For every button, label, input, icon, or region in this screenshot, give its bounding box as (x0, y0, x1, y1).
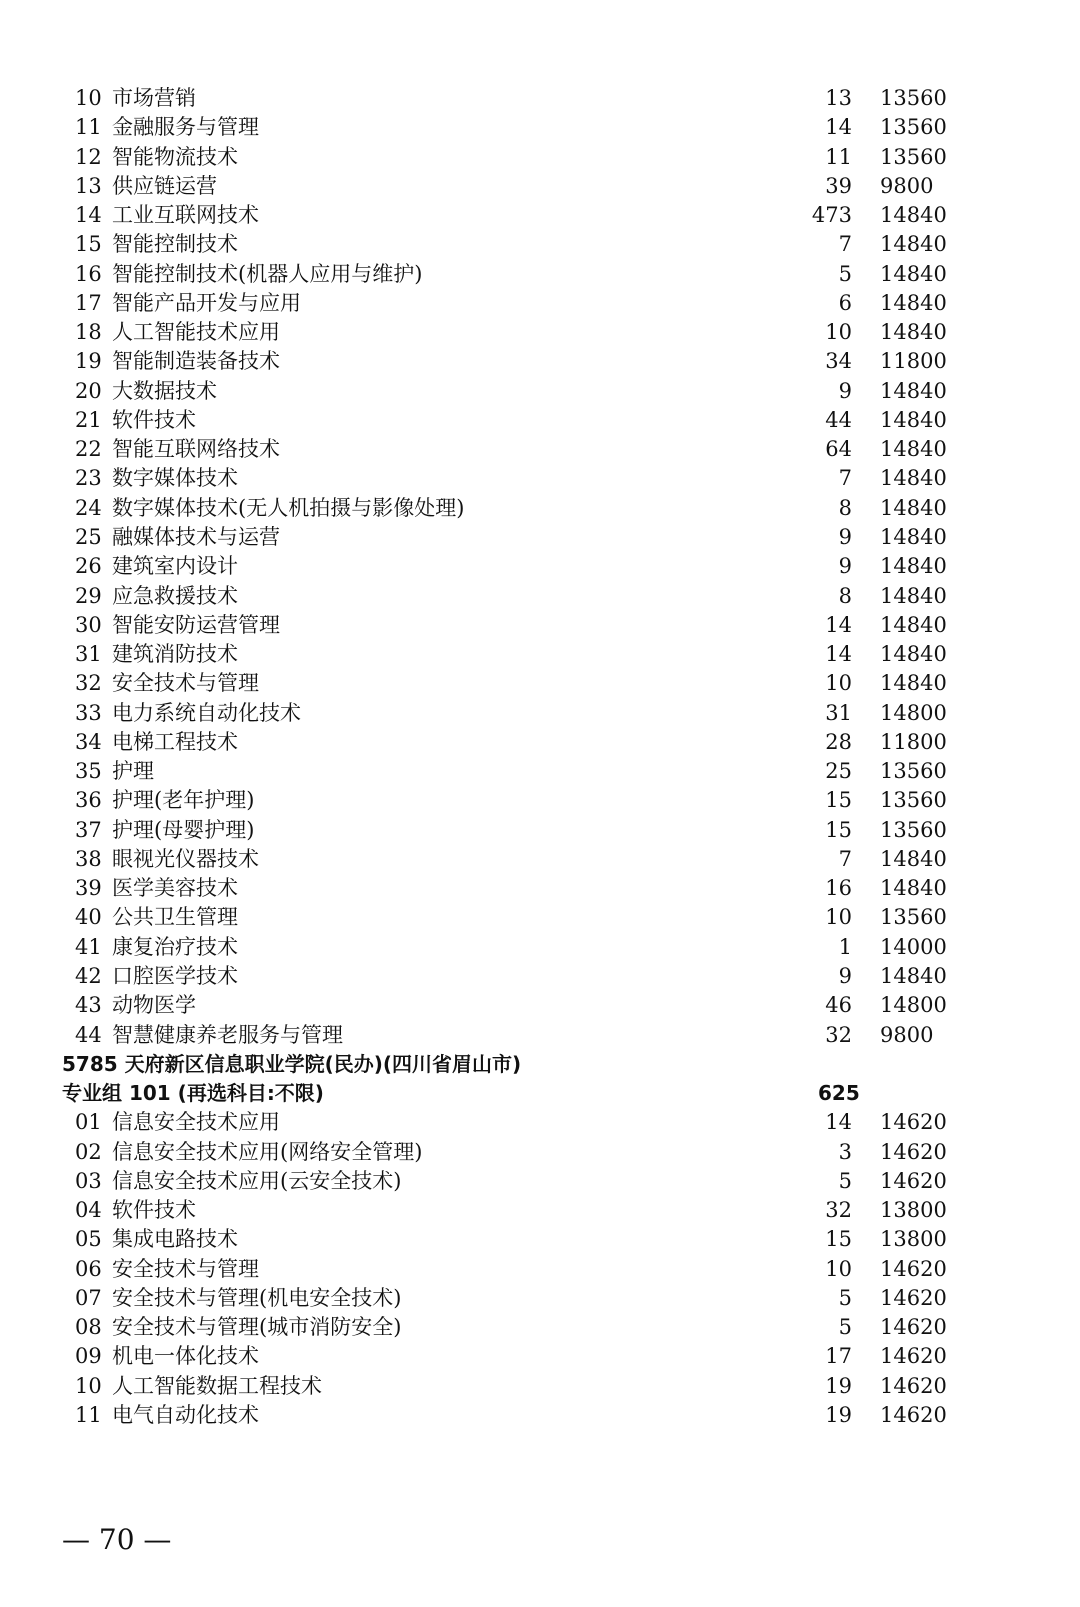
program-code: 44 (75, 1022, 102, 1047)
program-code: 41 (75, 934, 102, 959)
section-previous-programs (0, 84, 1080, 1050)
program-code: 34 (75, 729, 102, 754)
program-name: 市场营销 (112, 86, 196, 110)
tuition-fee: 14000 (880, 934, 947, 959)
program-code: 25 (75, 524, 102, 549)
program-code: 36 (75, 788, 102, 813)
program-code: 11 (75, 1402, 102, 1427)
major-group-label: 专业组 101 (再选科目:不限) (62, 1081, 324, 1106)
enrollment-count: 10 (825, 1256, 852, 1281)
enrollment-count: 16 (825, 876, 852, 901)
section-institution-programs (0, 1108, 1080, 1430)
program-name: 智慧健康养老服务与管理 (112, 1022, 343, 1047)
tuition-fee: 14840 (880, 437, 947, 462)
institution-header (0, 1050, 1080, 1079)
major-group-header (0, 1079, 1080, 1108)
program-row (0, 318, 1080, 347)
enrollment-count: 7 (838, 232, 852, 257)
tuition-fee: 14840 (880, 261, 947, 286)
program-code: 11 (75, 115, 102, 140)
tuition-fee: 14840 (880, 320, 947, 345)
program-name: 动物医学 (112, 993, 196, 1018)
program-row (0, 406, 1080, 435)
program-name: 大数据技术 (112, 378, 217, 403)
enrollment-count: 10 (825, 905, 852, 930)
program-row (0, 494, 1080, 523)
enrollment-count: 1 (838, 934, 852, 959)
enrollment-count: 7 (838, 466, 852, 491)
program-code: 15 (75, 232, 102, 257)
enrollment-count: 14 (825, 115, 852, 140)
program-name: 数字媒体技术 (112, 466, 238, 491)
program-name: 智能控制技术 (112, 232, 238, 257)
enrollment-count: 6 (838, 290, 852, 315)
program-row (0, 1167, 1080, 1196)
program-row (0, 699, 1080, 728)
program-code: 09 (75, 1344, 102, 1369)
enrollment-count: 9 (838, 963, 852, 988)
enrollment-count: 32 (825, 1198, 852, 1223)
tuition-fee: 14840 (880, 642, 947, 667)
tuition-fee: 14840 (880, 290, 947, 315)
program-row (0, 757, 1080, 786)
program-name: 信息安全技术应用(云安全技术) (112, 1168, 402, 1193)
program-name: 信息安全技术应用(网络安全管理) (112, 1139, 423, 1164)
program-code: 19 (75, 349, 102, 374)
enrollment-count: 19 (825, 1373, 852, 1398)
tuition-fee: 14620 (880, 1110, 947, 1135)
program-code: 43 (75, 993, 102, 1018)
page-number: — 70 — (62, 1523, 172, 1556)
program-code: 12 (75, 144, 102, 169)
program-code: 26 (75, 554, 102, 579)
tuition-fee: 14800 (880, 700, 947, 725)
program-code: 14 (75, 203, 102, 228)
program-row (0, 874, 1080, 903)
enrollment-count: 39 (825, 173, 852, 198)
enrollment-count: 10 (825, 320, 852, 345)
tuition-fee: 13560 (880, 759, 947, 784)
program-row (0, 991, 1080, 1020)
program-name: 安全技术与管理(城市消防安全) (112, 1315, 402, 1340)
enrollment-count: 25 (825, 759, 852, 784)
program-name: 建筑消防技术 (112, 642, 238, 667)
enrollment-count: 15 (825, 788, 852, 813)
program-row (0, 1021, 1080, 1050)
tuition-fee: 14840 (880, 232, 947, 257)
program-row (0, 903, 1080, 932)
enrollment-count: 46 (825, 993, 852, 1018)
program-code: 10 (75, 1373, 102, 1398)
enrollment-count: 3 (838, 1139, 852, 1164)
program-row (0, 933, 1080, 962)
program-code: 23 (75, 466, 102, 491)
program-code: 03 (75, 1168, 102, 1193)
tuition-fee: 11800 (880, 729, 947, 754)
enrollment-count: 5 (838, 1315, 852, 1340)
enrollment-count: 13 (825, 86, 852, 110)
program-code: 29 (75, 583, 102, 608)
enrollment-count: 34 (825, 349, 852, 374)
program-code: 42 (75, 963, 102, 988)
program-name: 智能物流技术 (112, 144, 238, 169)
enrollment-count: 14 (825, 612, 852, 637)
program-row (0, 172, 1080, 201)
program-name: 安全技术与管理(机电安全技术) (112, 1285, 402, 1310)
program-row (0, 84, 1080, 113)
enrollment-count: 7 (838, 846, 852, 871)
program-row (0, 435, 1080, 464)
tuition-fee: 9800 (880, 173, 934, 198)
enrollment-count: 11 (825, 144, 852, 169)
enrollment-count: 9 (838, 524, 852, 549)
tuition-fee: 13560 (880, 115, 947, 140)
tuition-fee: 14620 (880, 1285, 947, 1310)
program-code: 32 (75, 671, 102, 696)
program-code: 13 (75, 173, 102, 198)
program-row (0, 347, 1080, 376)
program-name: 集成电路技术 (112, 1227, 238, 1252)
enrollment-count: 8 (838, 495, 852, 520)
program-name: 智能产品开发与应用 (112, 290, 301, 315)
program-code: 30 (75, 612, 102, 637)
program-row (0, 289, 1080, 318)
program-row (0, 230, 1080, 259)
program-code: 21 (75, 407, 102, 432)
program-name: 融媒体技术与运营 (112, 524, 280, 549)
enrollment-count: 19 (825, 1402, 852, 1427)
tuition-fee: 14840 (880, 846, 947, 871)
tuition-fee: 14840 (880, 203, 947, 228)
program-row (0, 845, 1080, 874)
program-name: 康复治疗技术 (112, 934, 238, 959)
program-code: 39 (75, 876, 102, 901)
tuition-fee: 14840 (880, 583, 947, 608)
program-row (0, 1138, 1080, 1167)
program-name: 眼视光仪器技术 (112, 846, 259, 871)
program-code: 02 (75, 1139, 102, 1164)
program-row (0, 260, 1080, 289)
tuition-fee: 14840 (880, 612, 947, 637)
program-row (0, 1342, 1080, 1371)
program-row (0, 113, 1080, 142)
program-name: 软件技术 (112, 407, 196, 432)
program-code: 04 (75, 1198, 102, 1223)
program-name: 安全技术与管理 (112, 1256, 259, 1281)
program-name: 供应链运营 (112, 173, 217, 198)
tuition-fee: 14800 (880, 993, 947, 1018)
tuition-fee: 13800 (880, 1198, 947, 1223)
program-code: 05 (75, 1227, 102, 1252)
program-name: 数字媒体技术(无人机拍摄与影像处理) (112, 495, 465, 520)
program-name: 信息安全技术应用 (112, 1110, 280, 1135)
program-name: 智能控制技术(机器人应用与维护) (112, 261, 423, 286)
enrollment-count: 32 (825, 1022, 852, 1047)
tuition-fee: 14620 (880, 1344, 947, 1369)
program-row (0, 1372, 1080, 1401)
tuition-fee: 13560 (880, 86, 947, 110)
enrollment-count: 15 (825, 1227, 852, 1252)
program-name: 建筑室内设计 (112, 554, 238, 579)
enrollment-count: 14 (825, 642, 852, 667)
tuition-fee: 14840 (880, 876, 947, 901)
enrollment-count: 14 (825, 1110, 852, 1135)
tuition-fee: 14840 (880, 378, 947, 403)
tuition-fee: 14620 (880, 1402, 947, 1427)
program-row (0, 962, 1080, 991)
tuition-fee: 13560 (880, 905, 947, 930)
enrollment-count: 5 (838, 1168, 852, 1193)
program-name: 电力系统自动化技术 (112, 700, 301, 725)
tuition-fee: 14620 (880, 1168, 947, 1193)
program-row (0, 1401, 1080, 1430)
tuition-fee: 14620 (880, 1373, 947, 1398)
major-group-count: 625 (818, 1081, 860, 1106)
enrollment-count: 28 (825, 729, 852, 754)
program-name: 机电一体化技术 (112, 1344, 259, 1369)
program-row (0, 523, 1080, 552)
tuition-fee: 14840 (880, 524, 947, 549)
tuition-fee: 14840 (880, 963, 947, 988)
program-name: 电梯工程技术 (112, 729, 238, 754)
program-name: 人工智能技术应用 (112, 320, 280, 345)
program-code: 40 (75, 905, 102, 930)
program-row (0, 1108, 1080, 1137)
enrollment-count: 15 (825, 817, 852, 842)
enrollment-count: 5 (838, 1285, 852, 1310)
tuition-fee: 13560 (880, 144, 947, 169)
program-row (0, 201, 1080, 230)
program-code: 18 (75, 320, 102, 345)
program-row (0, 1225, 1080, 1254)
program-row (0, 464, 1080, 493)
program-row (0, 552, 1080, 581)
program-name: 护理 (112, 759, 154, 784)
program-row (0, 582, 1080, 611)
tuition-fee: 14840 (880, 466, 947, 491)
tuition-fee: 14620 (880, 1139, 947, 1164)
program-row (0, 143, 1080, 172)
program-row (0, 377, 1080, 406)
program-row (0, 786, 1080, 815)
program-name: 人工智能数据工程技术 (112, 1373, 322, 1398)
program-code: 17 (75, 290, 102, 315)
enrollment-count: 5 (838, 261, 852, 286)
program-row (0, 669, 1080, 698)
program-name: 智能互联网络技术 (112, 437, 280, 462)
program-row (0, 1255, 1080, 1284)
tuition-fee: 13560 (880, 788, 947, 813)
program-row (0, 728, 1080, 757)
program-code: 22 (75, 437, 102, 462)
institution-title: 5785 天府新区信息职业学院(民办)(四川省眉山市) (62, 1051, 522, 1076)
program-name: 医学美容技术 (112, 876, 238, 901)
program-name: 金融服务与管理 (112, 115, 259, 140)
program-row (0, 1196, 1080, 1225)
enrollment-count: 31 (825, 700, 852, 725)
program-code: 07 (75, 1285, 102, 1310)
program-code: 31 (75, 642, 102, 667)
program-row (0, 611, 1080, 640)
program-row (0, 816, 1080, 845)
program-name: 护理(母婴护理) (112, 817, 255, 842)
program-code: 16 (75, 261, 102, 286)
enrollment-count: 9 (838, 554, 852, 579)
enrollment-count: 64 (825, 437, 852, 462)
program-name: 安全技术与管理 (112, 671, 259, 696)
program-name: 应急救援技术 (112, 583, 238, 608)
program-name: 智能安防运营管理 (112, 612, 280, 637)
program-list (0, 84, 1080, 1430)
program-code: 33 (75, 700, 102, 725)
program-code: 35 (75, 759, 102, 784)
tuition-fee: 14620 (880, 1256, 947, 1281)
program-code: 06 (75, 1256, 102, 1281)
program-row (0, 640, 1080, 669)
tuition-fee: 13560 (880, 817, 947, 842)
program-code: 08 (75, 1315, 102, 1340)
tuition-fee: 9800 (880, 1022, 934, 1047)
program-code: 37 (75, 817, 102, 842)
tuition-fee: 14840 (880, 495, 947, 520)
tuition-fee: 14840 (880, 671, 947, 696)
tuition-fee: 13800 (880, 1227, 947, 1252)
enrollment-count: 44 (825, 407, 852, 432)
program-name: 软件技术 (112, 1198, 196, 1223)
enrollment-count: 9 (838, 378, 852, 403)
enrollment-count: 10 (825, 671, 852, 696)
enrollment-count: 473 (811, 203, 852, 228)
program-row (0, 1313, 1080, 1342)
tuition-fee: 14620 (880, 1315, 947, 1340)
enrollment-count: 17 (825, 1344, 852, 1369)
program-row (0, 1284, 1080, 1313)
program-name: 工业互联网技术 (112, 203, 259, 228)
program-code: 10 (75, 86, 102, 110)
enrollment-count: 8 (838, 583, 852, 608)
program-code: 01 (75, 1110, 102, 1135)
program-name: 公共卫生管理 (112, 905, 238, 930)
program-code: 20 (75, 378, 102, 403)
program-name: 护理(老年护理) (112, 788, 255, 813)
program-code: 38 (75, 846, 102, 871)
program-name: 智能制造装备技术 (112, 349, 280, 374)
program-name: 口腔医学技术 (112, 963, 238, 988)
tuition-fee: 11800 (880, 349, 947, 374)
tuition-fee: 14840 (880, 407, 947, 432)
program-name: 电气自动化技术 (112, 1402, 259, 1427)
tuition-fee: 14840 (880, 554, 947, 579)
program-code: 24 (75, 495, 102, 520)
